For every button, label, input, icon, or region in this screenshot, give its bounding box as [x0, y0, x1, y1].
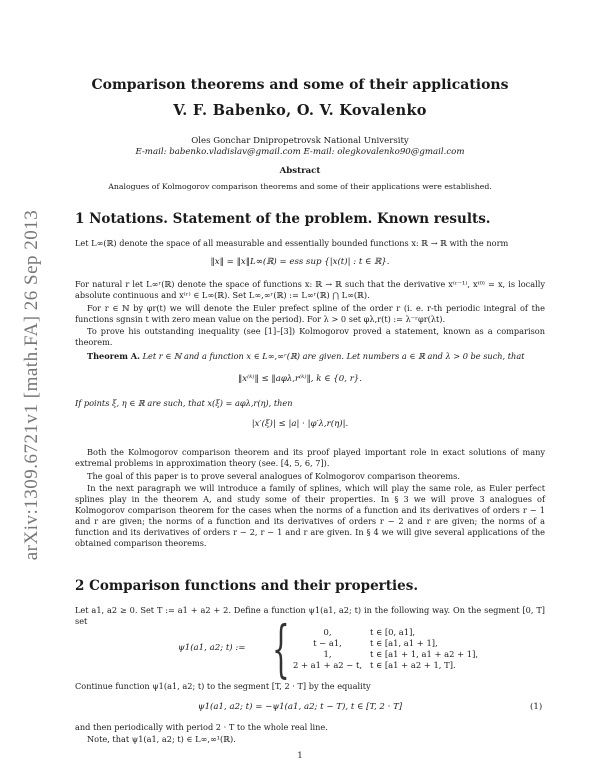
theorem-equation-2: |x′(ξ)| ≤ |a| · |φ′λ,r(η)|.	[251, 419, 349, 429]
abstract-heading: Abstract	[279, 166, 321, 176]
s1-paragraph-7: In the next paragraph we will introduce a family of splines, which will play the same role, as Euler perfect splines play in the theorem A, and study some of their properties. In § 3 we will prove 3 analogues of Kolmogorov comparison theorem for the cases when the norms of a function and its derivatives of orders r − 1 and r are given; the norms of a function and its derivatives of orders r − 2 and r are given; the norms of a function and its derivatives of orders r − 2, r − 1 and r are given. In § 4 we will give several applications of the obtained comparison theorems.	[75, 483, 545, 548]
page-number: 1	[297, 751, 303, 761]
s2-paragraph-1: Let a1, a2 ≥ 0. Set T := a1 + a2 + 2. Define a function ψ1(a1, a2; t) in the following way. On the segment [0, T] set	[75, 605, 545, 626]
case-row: 0, t ∈ [0, a1],	[323, 627, 416, 637]
s1-paragraph-3: For r ∈ ℕ by φr(t) we will denote the Euler prefect spline of the order r (i. e. r-th periodic integral of the functions sgnsin t with zero mean value on the period). For λ > 0 set φλ,r(t) := λ⁻ʳφr(λt).	[75, 303, 545, 324]
s2-paragraph-2: Continue function ψ1(a1, a2; t) to the segment [T, 2 · T] by the equality	[75, 681, 371, 691]
s1-paragraph-5: Both the Kolmogorov comparison theorem and its proof played important role in exact solutions of many extremal problems in approximation theory (see. [4, 5, 6, 7]).	[75, 447, 545, 468]
theorem-label: Theorem A.	[87, 351, 140, 361]
s2-paragraph-4: Note, that ψ1(a1, a2; t) ∈ L∞,∞¹(ℝ).	[87, 734, 236, 744]
s1-paragraph-2: For natural r let L∞ʳ(ℝ) denote the space of functions x: ℝ → ℝ such that the derivative x⁽ʳ⁻¹⁾, x⁽⁰⁾ = x, is locally absolute continuous and x⁽ʳ⁾ ∈ L∞(ℝ). Set L∞,∞ʳ(ℝ) := L∞ʳ(ℝ) ⋂ L∞(ℝ).	[75, 279, 545, 300]
theorem-statement-2: If points ξ, η ∈ ℝ are such, that x(ξ) = aφλ,r(η), then	[75, 398, 293, 408]
section-1-heading: 1 Notations. Statement of the problem. Known results.	[75, 211, 491, 227]
case-row: 2 + a1 + a2 − t, t ∈ [a1 + a2 + 1, T].	[292, 660, 456, 670]
theorem-a	[75, 351, 545, 362]
case-row: t − a1, t ∈ [a1, a1 + 1],	[313, 638, 438, 648]
emails: E-mail: babenko.vladislav@gmail.com E-mail: olegkovalenko90@gmail.com	[135, 147, 465, 157]
affiliation: Oles Gonchar Dnipropetrovsk National University	[191, 136, 409, 146]
authors: V. F. Babenko, O. V. Kovalenko	[173, 102, 427, 119]
s1-paragraph-4: To prove his outstanding inequality (see [1]–[3]) Kolmogorov proved a statement, known as a comparison theorem.	[75, 326, 545, 347]
piecewise-cases	[285, 627, 545, 671]
equation-1: ψ1(a1, a2; t) = −ψ1(a1, a2; t − T), t ∈ [T, 2 · T]	[197, 702, 403, 712]
arxiv-stamp: arXiv:1309.6721v1 [math.FA] 26 Sep 2013	[21, 209, 42, 561]
abstract-text: Analogues of Kolmogorov comparison theorems and some of their applications were established.	[108, 182, 492, 191]
s1-paragraph-6: The goal of this paper is to prove several analogues of Kolmogorov comparison theorems.	[87, 471, 460, 481]
left-brace: {	[272, 612, 290, 685]
theorem-statement: Let r ∈ ℕ and a function x ∈ L∞,∞ʳ(ℝ) are given. Let numbers a ∈ ℝ and λ > 0 be such, that	[142, 351, 525, 361]
section-2-heading: 2 Comparison functions and their properties.	[75, 578, 419, 594]
psi-definition-lhs: ψ1(a1, a2; t) :=	[178, 643, 246, 653]
paper-title: Comparison theorems and some of their applications	[91, 77, 509, 93]
theorem-equation-1: ‖x⁽ᵏ⁾‖ ≤ ‖aφλ,r⁽ᵏ⁾‖, k ∈ {0, r}.	[237, 374, 363, 384]
equation-number: (1)	[530, 702, 543, 712]
s2-paragraph-3: and then periodically with period 2 · T to the whole real line.	[75, 722, 328, 732]
s1-paragraph-1: Let L∞(ℝ) denote the space of all measurable and essentially bounded functions x: ℝ → ℝ with the norm	[75, 238, 509, 248]
case-row: 1, t ∈ [a1 + 1, a1 + a2 + 1],	[323, 649, 479, 659]
s1-norm-equation: ‖x‖ = ‖x‖L∞(ℝ) = ess sup {|x(t)| : t ∈ ℝ}.	[210, 257, 390, 267]
